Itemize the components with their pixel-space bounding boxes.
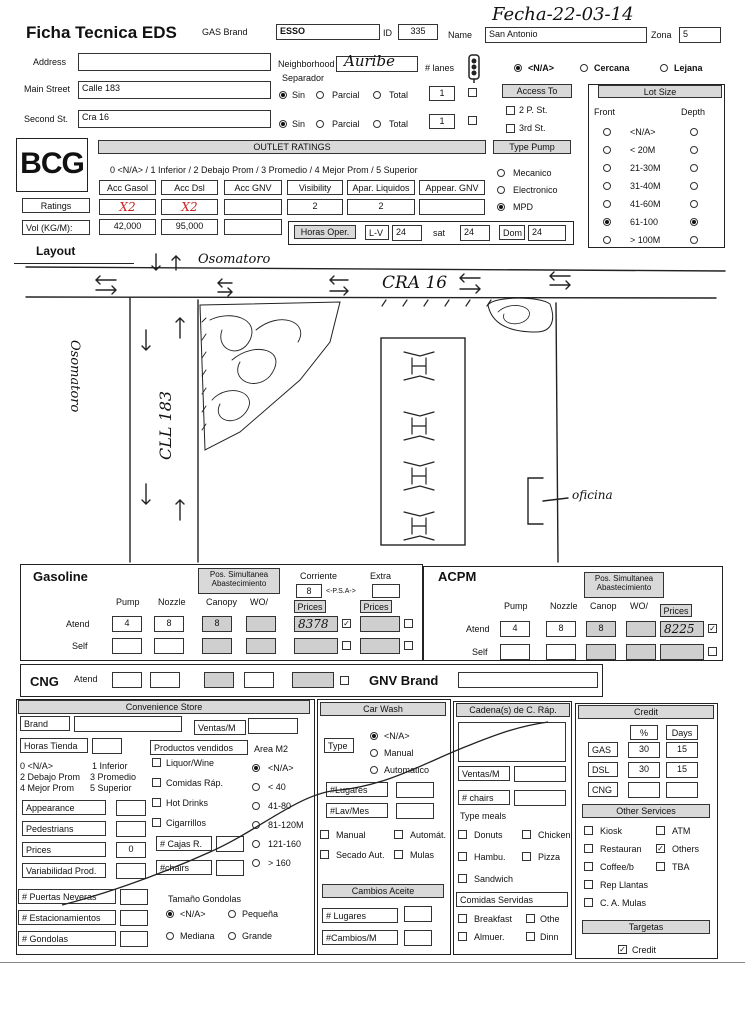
carwash-header: Car Wash — [320, 702, 446, 716]
corriente-field[interactable]: 8 — [296, 584, 322, 598]
lot-size-option: > 100M — [630, 235, 661, 245]
comidas-servidas-label: Comidas Servidas — [456, 892, 568, 907]
pump-electronico-radio[interactable] — [497, 186, 505, 194]
other-service-label: C. A. Mulas — [600, 898, 647, 908]
sep-main-sin-label: Sin — [292, 90, 306, 100]
lot-depth-radio[interactable] — [690, 146, 698, 154]
sep-main-sin-radio[interactable] — [279, 91, 287, 99]
cra16-label: CRA 16 — [382, 273, 448, 293]
area-option-label: < 40 — [268, 782, 286, 792]
access-2pst-label: 2 P. St. — [519, 105, 548, 115]
other-services-header: Other Services — [582, 804, 710, 818]
scale-4: 4 Mejor Prom — [20, 783, 75, 793]
tamano-na-label: <N/A> — [180, 909, 206, 919]
page-title: Ficha Tecnica EDS — [26, 23, 177, 42]
extra-field[interactable] — [372, 584, 400, 598]
lv-label: L-V — [365, 225, 389, 240]
carwash-na-label: <N/A> — [384, 731, 410, 741]
depth-label: Depth — [681, 107, 706, 117]
cambios-mes-field[interactable] — [404, 930, 432, 946]
scale-3: 3 Promedio — [90, 772, 137, 782]
sep-second-sin-label: Sin — [292, 119, 306, 129]
horas-tienda-label: Horas Tienda — [20, 738, 88, 753]
vol-gnv-field[interactable] — [224, 219, 282, 235]
conv-row-label: Variabilidad Prod. — [22, 863, 106, 878]
area-option-label: 81-120M — [268, 820, 304, 830]
gasoline-cell-field[interactable] — [246, 616, 276, 632]
gasoline-price-field[interactable]: 8378 — [294, 616, 338, 632]
area-m2-label: Area M2 — [254, 744, 289, 754]
tamano-mediana-radio[interactable] — [166, 932, 174, 940]
zona-label: Zona — [651, 30, 672, 40]
gasoline-cell-field[interactable] — [112, 638, 142, 654]
gasoline-extra-price-field[interactable] — [360, 616, 400, 632]
gasoline-extra-price-check[interactable] — [404, 619, 413, 628]
area-option-label: 121-160 — [268, 839, 302, 849]
osomatoro-side-label: Osomatoro — [67, 340, 82, 413]
served-dinn-check[interactable] — [526, 932, 535, 941]
sep-second-parcial-radio[interactable] — [316, 120, 324, 128]
gasoline-prices-header: Prices — [294, 600, 326, 613]
carwash-automat-check-label: Automát. — [410, 830, 447, 840]
proximity-cercana-radio[interactable] — [580, 64, 588, 72]
lv-field[interactable]: 24 — [392, 225, 422, 241]
targetas-header: Targetas — [582, 920, 710, 934]
outlet-column-label: Apar. Liquidos — [347, 180, 415, 195]
acpm-price-check[interactable]: ✓ — [709, 624, 716, 633]
pump-electronico-label: Electronico — [513, 185, 558, 195]
handwritten-stroke — [0, 700, 745, 920]
outlet-column-label: Acc Dsl — [161, 180, 218, 195]
gasoline-col-label: WO/ — [250, 597, 268, 607]
gas-brand-field[interactable]: ESSO — [276, 24, 380, 40]
second-st-label: Second St. — [24, 114, 69, 124]
sat-field[interactable]: 24 — [460, 225, 490, 241]
acpm-cell-field[interactable]: 8 — [586, 621, 616, 637]
cng-canopy-field[interactable] — [204, 672, 234, 688]
cambios-lugares-label: # Lugares — [322, 908, 398, 923]
sep-second-total-radio[interactable] — [373, 120, 381, 128]
served-dinn-label: Dinn — [540, 932, 559, 942]
osomatoro-top-label: Osomatoro — [198, 252, 271, 267]
chairs-label: #chairs — [156, 860, 212, 875]
vol-label: Vol (KG/M): — [22, 220, 90, 235]
acpm-self-price-check[interactable] — [708, 647, 717, 656]
carwash-type-label: Type — [324, 738, 354, 753]
acpm-col-label: Nozzle — [550, 601, 578, 611]
lanes-main-check[interactable] — [468, 88, 477, 97]
lanes-main-field[interactable]: 1 — [429, 86, 455, 101]
vol-dsl-field[interactable]: 95,000 — [161, 219, 218, 235]
lot-front-radio[interactable] — [603, 146, 611, 154]
gasoline-prices-extra-header: Prices — [360, 600, 392, 613]
gasoline-cell-field[interactable] — [246, 638, 276, 654]
gasoline-price-check[interactable]: ✓ — [343, 619, 350, 628]
gondolas-label: # Gondolas — [18, 931, 116, 946]
lot-front-radio[interactable] — [603, 182, 611, 190]
targetas-credit-check[interactable]: ✓ — [619, 945, 626, 954]
lot-depth-radio[interactable] — [690, 218, 698, 226]
sep-main-total-radio[interactable] — [373, 91, 381, 99]
tamano-grande-label: Grande — [242, 931, 273, 941]
credit-pct-field[interactable]: 30 — [628, 762, 660, 778]
psa-label: <-P.S.A-> — [326, 588, 356, 595]
type-meals-label: Type meals — [460, 811, 507, 821]
gasoline-cell-field[interactable]: 8 — [154, 616, 184, 632]
pump-mecanico-radio[interactable] — [497, 169, 505, 177]
outlet-column-label: Appear. GNV — [419, 180, 485, 195]
main-street-field[interactable]: Calle 183 — [78, 81, 271, 99]
cll183-label: CLL 183 — [156, 390, 175, 460]
proximity-lejana-radio[interactable] — [660, 64, 668, 72]
acpm-col-label: Canop — [590, 601, 617, 611]
lot-size-option: 31-40M — [630, 181, 661, 191]
lot-size-option: 61-100 — [630, 217, 659, 227]
gasoline-col-label: Canopy — [206, 597, 238, 607]
gas-brand-label: GAS Brand — [202, 27, 248, 37]
main-street-label: Main Street — [24, 84, 71, 94]
cajas-label: # Cajas R. — [156, 836, 212, 851]
gasoline-cell-field[interactable] — [154, 638, 184, 654]
pump-mpd-radio[interactable] — [497, 203, 505, 211]
acpm-cell-field[interactable] — [626, 644, 656, 660]
scale-0: 0 <N/A> — [20, 761, 54, 771]
outlet-rating-field[interactable]: 2 — [287, 199, 343, 215]
horas-oper-label: Horas Oper. — [294, 225, 356, 239]
other-service-label: TBA — [672, 862, 690, 872]
gasoline-col-label: Nozzle — [158, 597, 186, 607]
lot-depth-radio[interactable] — [690, 128, 698, 136]
acpm-col-label: WO/ — [630, 601, 648, 611]
layout-title: Layout — [36, 244, 76, 258]
zona-field[interactable]: 5 — [679, 27, 721, 43]
convenience-header: Convenience Store — [18, 700, 310, 714]
other-service-label: ATM — [672, 826, 691, 836]
dom-label: Dom — [499, 225, 525, 240]
name-label: Name — [448, 30, 473, 40]
meal-pizza-label: Pizza — [538, 852, 561, 862]
other-service-label: Coffee/b — [600, 862, 634, 872]
front-label: Front — [594, 107, 616, 117]
access-to-header: Access To — [502, 84, 572, 98]
lanes-second-field[interactable]: 1 — [429, 114, 455, 129]
page-bottom-line — [0, 962, 745, 963]
credit-row-label: CNG — [588, 782, 618, 797]
product-label: Liquor/Wine — [166, 758, 215, 768]
other-service-label: Restauran — [600, 844, 642, 854]
neighborhood-value: Auribe — [344, 52, 395, 70]
gasoline-self-price-field[interactable] — [294, 638, 338, 654]
product-label: Hot Drinks — [166, 798, 209, 808]
other-service-check[interactable]: ✓ — [657, 844, 664, 853]
cadena-chairs-label: # chairs — [458, 790, 510, 805]
conv-row-field[interactable]: 0 — [116, 842, 146, 858]
acpm-self-price-field[interactable] — [660, 644, 704, 660]
credit-row-label: DSL — [588, 762, 618, 777]
acpm-price-field[interactable]: 8225 — [660, 621, 704, 637]
conv-row-label: Appearance — [22, 800, 106, 815]
corriente-label: Corriente — [300, 571, 338, 581]
credit-row-label: GAS — [588, 742, 618, 757]
lot-size-option: 41-60M — [630, 199, 661, 209]
acpm-cell-field[interactable]: 8 — [546, 621, 576, 637]
credit-pct-label: % — [630, 725, 658, 740]
outlet-scale: 0 <N/A> / 1 Inferior / 2 Debajo Prom / 3 Promedio / 4 Mejor Prom / 5 Superior — [110, 165, 418, 175]
lot-front-radio[interactable] — [603, 164, 611, 172]
pump-mpd-label: MPD — [513, 202, 533, 212]
conv-row-label: Prices — [22, 842, 106, 857]
served-othe-label: Othe — [540, 914, 560, 924]
vol-gasol-field[interactable]: 42,000 — [99, 219, 156, 235]
access-2pst-check[interactable] — [506, 106, 515, 115]
traffic-light-icon — [464, 54, 484, 89]
served-almuer-check[interactable] — [458, 932, 467, 941]
lot-front-radio[interactable] — [603, 128, 611, 136]
lanes-second-check[interactable] — [468, 116, 477, 125]
tamano-label: Tamaño Gondolas — [168, 894, 242, 904]
lot-size-option: 21-30M — [630, 163, 661, 173]
gasoline-self-label: Self — [72, 641, 88, 651]
sep-second-sin-radio[interactable] — [279, 120, 287, 128]
address-field[interactable] — [78, 53, 271, 71]
layout-sketch — [0, 240, 745, 565]
other-service-label: Rep Llantas — [600, 880, 649, 890]
second-st-field[interactable]: Cra 16 — [78, 110, 271, 128]
sep-main-parcial-label: Parcial — [332, 90, 360, 100]
cng-atend-label: Atend — [74, 674, 98, 684]
dom-field[interactable]: 24 — [528, 225, 566, 241]
credit-days-label: Days — [666, 725, 698, 740]
productos-label: Productos vendidos — [150, 740, 248, 755]
acpm-cell-field[interactable] — [626, 621, 656, 637]
acpm-prices-header: Prices — [660, 604, 692, 617]
lot-front-radio[interactable] — [603, 200, 611, 208]
tamano-pequena-label: Pequeña — [242, 909, 279, 919]
oficina-label: oficina — [572, 488, 613, 502]
outlet-rating-field[interactable]: 2 — [347, 199, 415, 215]
outlet-rating-field[interactable] — [224, 199, 282, 215]
area-option-label: <N/A> — [268, 763, 294, 773]
name-field[interactable]: San Antonio — [485, 27, 647, 43]
gnv-brand-field[interactable] — [458, 672, 598, 688]
gasoline-atend-label: Atend — [66, 619, 90, 629]
lot-front-radio[interactable] — [603, 218, 611, 226]
lot-depth-radio[interactable] — [690, 200, 698, 208]
proximity-na-label: <N/A> — [528, 63, 555, 73]
gasoline-cell-field[interactable]: 8 — [202, 616, 232, 632]
carwash-auto-label: Automatico — [384, 765, 430, 775]
product-label: Comidas Ráp. — [166, 778, 224, 788]
gasoline-extra-self-field[interactable] — [360, 638, 400, 654]
acpm-atend-label: Atend — [466, 624, 490, 634]
outlet-column-label: Acc GNV — [224, 180, 282, 195]
neighborhood-label: Neighborhood — [278, 59, 335, 69]
carwash-manual-check-label: Manual — [336, 830, 366, 840]
area-option-label: > 160 — [268, 858, 291, 868]
address-label: Address — [33, 57, 67, 67]
cng-title: CNG — [30, 674, 59, 689]
cng-pump-field[interactable] — [112, 672, 142, 688]
acpm-col-label: Pump — [504, 601, 528, 611]
gasoline-col-label: Pump — [116, 597, 140, 607]
fecha-handwritten: Fecha-22-03-14 — [492, 4, 634, 25]
lot-depth-radio[interactable] — [690, 164, 698, 172]
sep-main-parcial-radio[interactable] — [316, 91, 324, 99]
carwash-secado-check-label: Secado Aut. — [336, 850, 385, 860]
outlet-rating-field[interactable]: X2 — [161, 199, 218, 215]
proximity-cercana-label: Cercana — [594, 63, 630, 73]
lanes-label: # lanes — [425, 63, 455, 73]
scale-5: 5 Superior — [90, 783, 132, 793]
acpm-self-label: Self — [472, 647, 488, 657]
sat-label: sat — [433, 228, 446, 238]
ratings-label: Ratings — [22, 198, 90, 213]
ventas-label: Ventas/M — [194, 720, 246, 735]
scale-2: 2 Debajo Prom — [20, 772, 81, 782]
carwash-mulas-check-label: Mulas — [410, 850, 435, 860]
served-almuer-label: Almuer. — [474, 932, 505, 942]
extra-label: Extra — [370, 571, 392, 581]
credit-header: Credit — [578, 705, 714, 719]
id-field[interactable]: 335 — [398, 24, 438, 40]
cadena-header: Cadena(s) de C. Ráp. — [456, 703, 570, 717]
access-3rdst-check[interactable] — [506, 124, 515, 133]
gasoline-extra-self-check[interactable] — [404, 641, 413, 650]
credit-days-field[interactable]: 15 — [666, 762, 698, 778]
separador-label: Separador — [282, 73, 325, 83]
cng-wo-field[interactable] — [244, 672, 274, 688]
meal-donuts-label: Donuts — [474, 830, 503, 840]
cambios-aceite-header: Cambios Aceite — [322, 884, 444, 898]
meal-sandwich-label: Sandwich — [474, 874, 514, 884]
acpm-title: ACPM — [438, 569, 477, 584]
proximity-lejana-label: Lejana — [674, 63, 703, 73]
product-label: Cigarrillos — [166, 818, 207, 828]
lot-size-header: Lot Size — [598, 85, 722, 98]
carwash-lugares-label: #Lugares — [326, 782, 388, 797]
lot-size-option: < 20M — [630, 145, 656, 155]
cng-price-check[interactable] — [340, 676, 349, 685]
lot-size-option: <N/A> — [630, 127, 656, 137]
bcg-logo: BCG — [16, 138, 88, 192]
meal-hambu-label: Hambu. — [474, 852, 506, 862]
other-service-label: Kiosk — [600, 826, 623, 836]
acpm-pos-header: Pos. Simultanea Abastecimiento — [584, 572, 664, 598]
cadena-ventas-label: Ventas/M — [458, 766, 510, 781]
type-pump-header: Type Pump — [493, 140, 571, 154]
id-label: ID — [383, 28, 392, 38]
cambios-mes-label: #Cambios/M — [322, 930, 398, 945]
proximity-na-radio[interactable] — [514, 64, 522, 72]
credit-days-field[interactable]: 15 — [666, 742, 698, 758]
gasoline-self-price-check[interactable] — [342, 641, 351, 650]
access-3rdst-label: 3rd St. — [519, 123, 546, 133]
carwash-manual-label: Manual — [384, 748, 414, 758]
outlet-rating-field[interactable] — [419, 199, 485, 215]
outlet-rating-field[interactable]: X2 — [99, 199, 156, 215]
meal-chicken-label: Chicken — [538, 830, 571, 840]
scale-1: 1 Inferior — [92, 761, 128, 771]
acpm-cell-field[interactable] — [546, 644, 576, 660]
gasoline-pos-header: Pos. Simultanea Abastecimiento — [198, 568, 280, 594]
outlet-column-label: Acc Gasol — [99, 180, 156, 195]
lot-depth-radio[interactable] — [690, 182, 698, 190]
outlet-ratings-header: OUTLET RATINGS — [98, 140, 486, 154]
other-service-label: Others — [672, 844, 700, 854]
served-breakfast-label: Breakfast — [474, 914, 513, 924]
sep-main-total-label: Total — [389, 90, 409, 100]
brand-label: Brand — [20, 716, 70, 731]
tamano-mediana-label: Mediana — [180, 931, 215, 941]
credit-pct-field[interactable]: 30 — [628, 742, 660, 758]
carwash-lav-label: #Lav/Mes — [326, 803, 388, 818]
cng-price-field[interactable] — [292, 672, 334, 688]
pump-mecanico-label: Mecanico — [513, 168, 552, 178]
acpm-cell-field[interactable] — [500, 644, 530, 660]
gasoline-cell-field[interactable] — [202, 638, 232, 654]
area-option-label: 41-80 — [268, 801, 292, 811]
cng-nozzle-field[interactable] — [150, 672, 180, 688]
sep-second-parcial-label: Parcial — [332, 119, 360, 129]
gnv-brand-label: GNV Brand — [369, 673, 439, 688]
conv-row-label: Pedestrians — [22, 821, 106, 836]
estacionamientos-label: # Estacionamientos — [18, 910, 116, 925]
tamano-grande-radio[interactable] — [228, 932, 236, 940]
sep-second-total-label: Total — [389, 119, 409, 129]
acpm-cell-field[interactable]: 4 — [500, 621, 530, 637]
targetas-credit-label: Credit — [632, 945, 657, 955]
puertas-label: # Puertas Neveras — [18, 889, 116, 904]
outlet-column-label: Visibility — [287, 180, 343, 195]
gasoline-title: Gasoline — [33, 569, 88, 584]
acpm-cell-field[interactable] — [586, 644, 616, 660]
gasoline-cell-field[interactable]: 4 — [112, 616, 142, 632]
gondolas-field[interactable] — [120, 931, 148, 947]
